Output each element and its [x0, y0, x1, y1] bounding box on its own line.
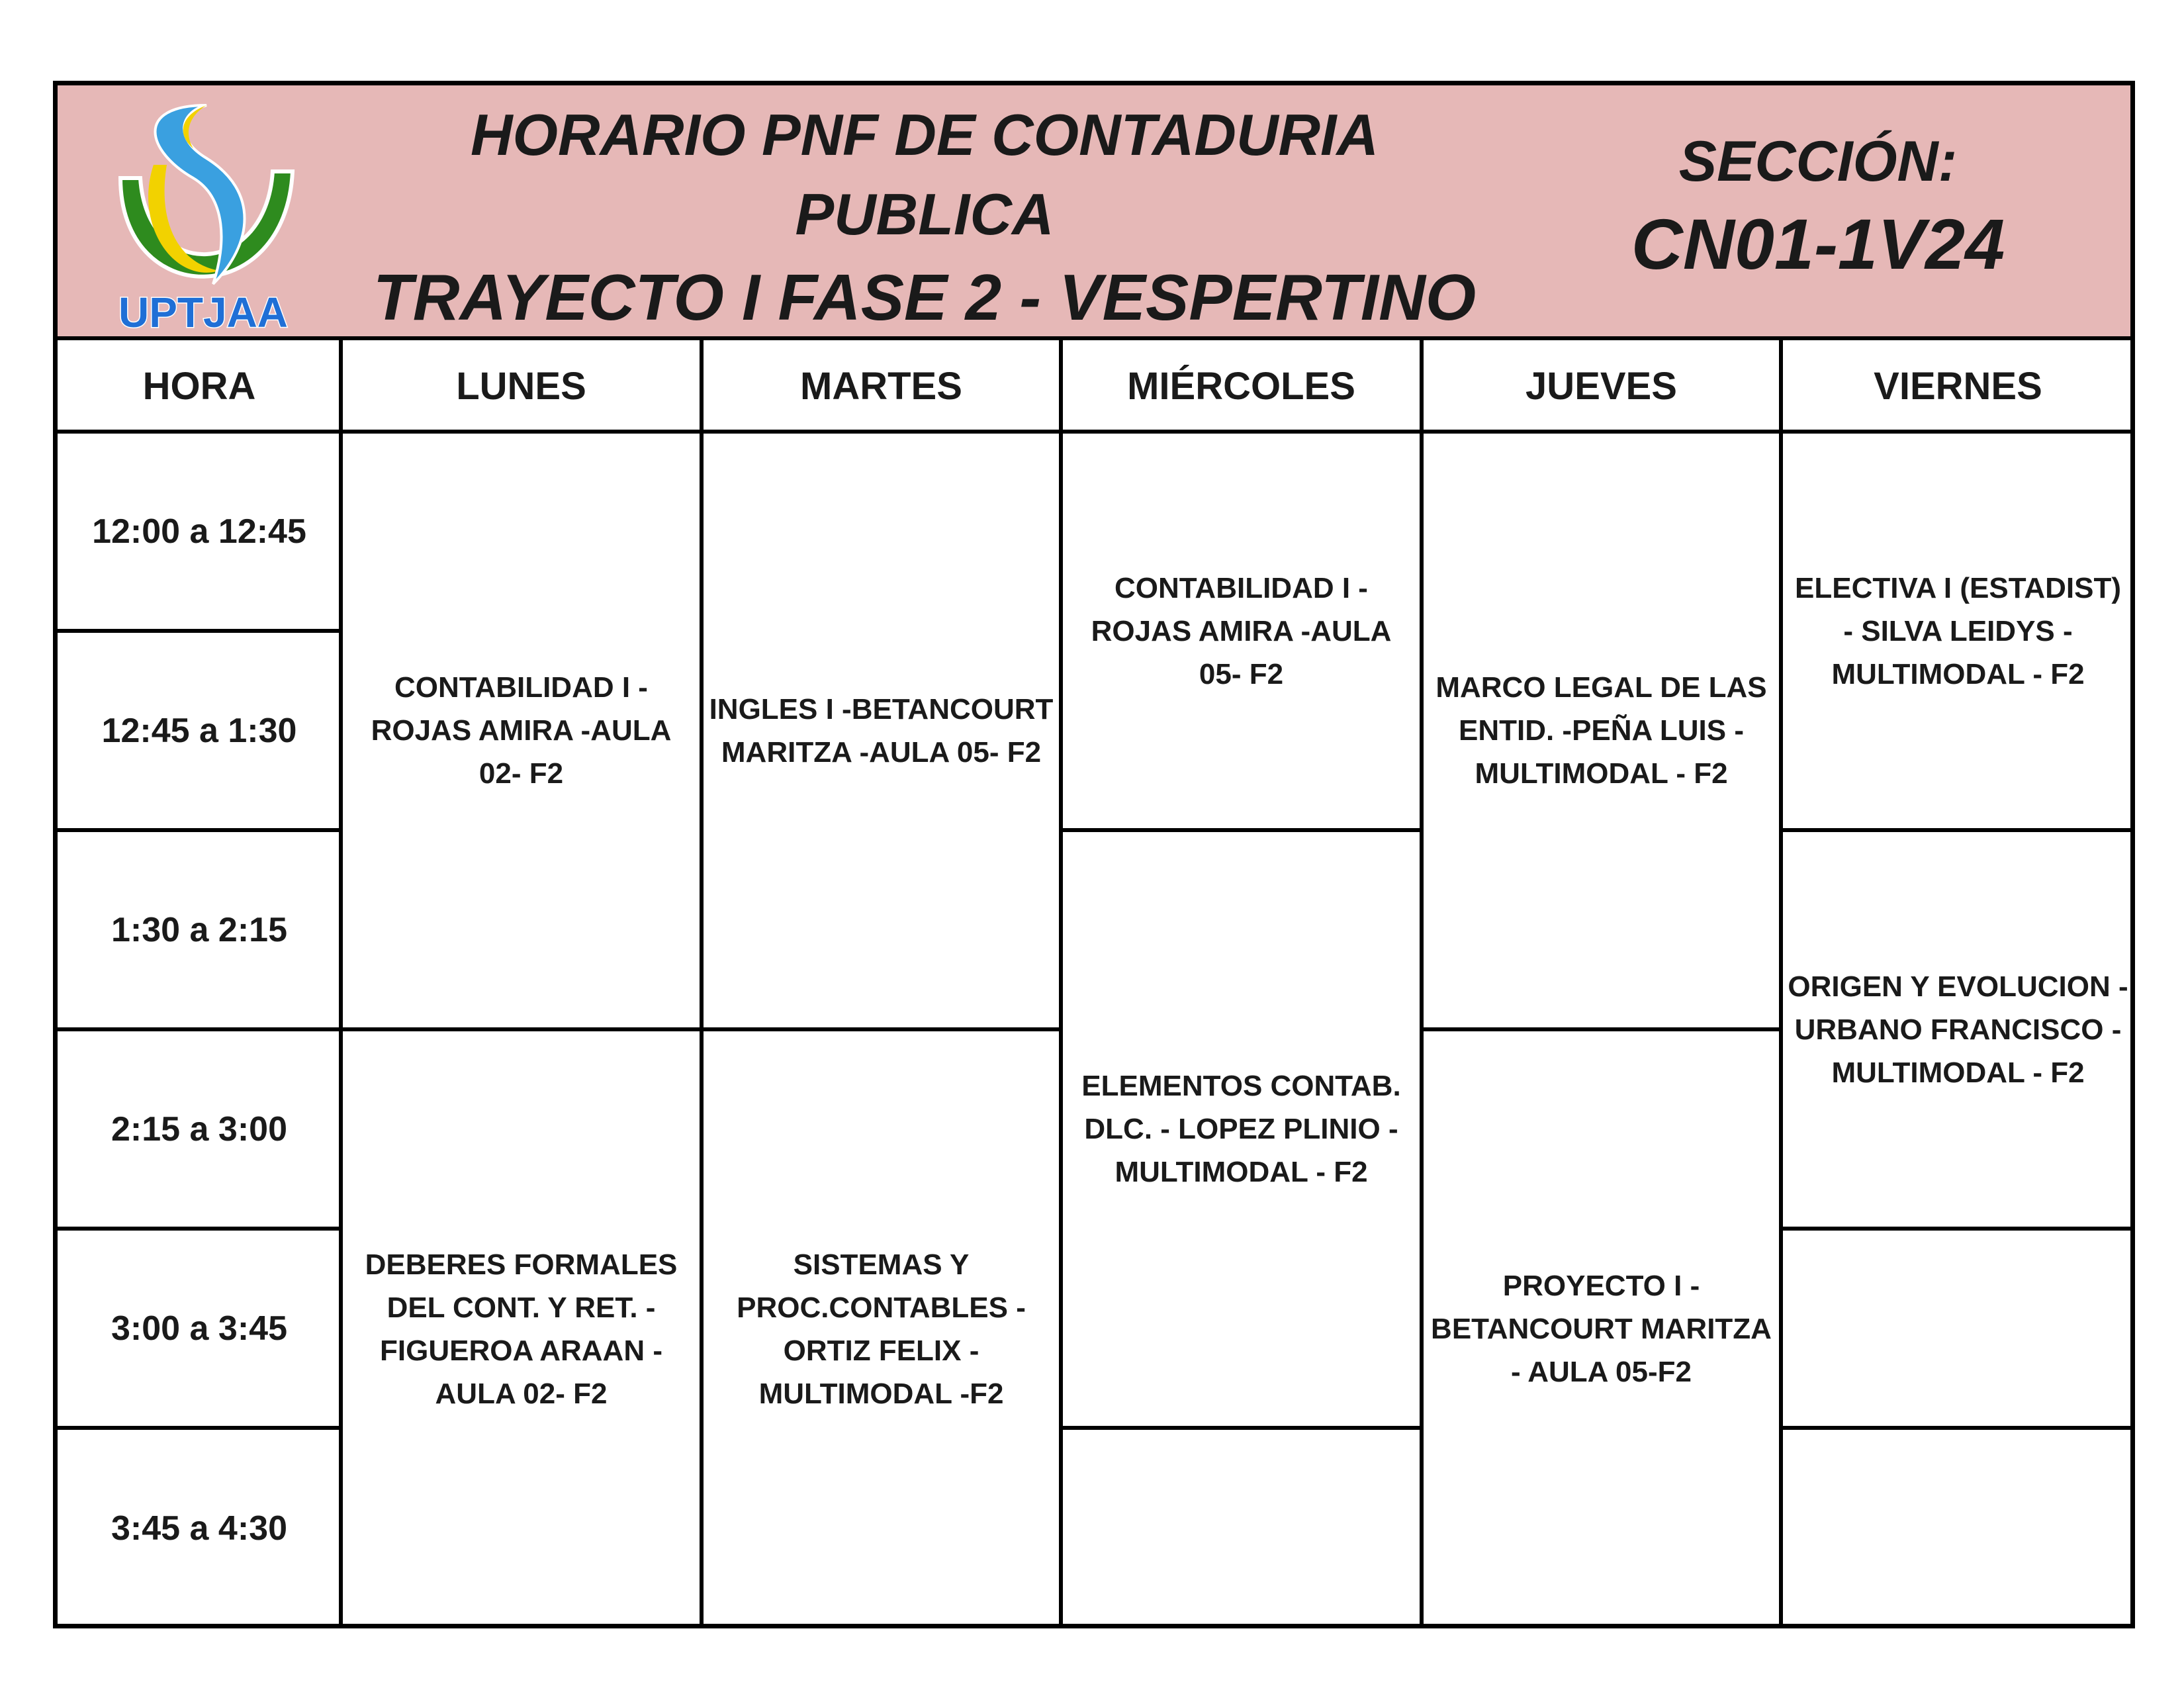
- schedule-sheet: [53, 81, 2135, 1628]
- grid-line: [58, 828, 341, 832]
- time-slot-5: 3:00 a 3:45: [111, 1309, 287, 1348]
- section-code: CN01-1V24: [1631, 204, 2005, 284]
- class-martes-2: SISTEMAS Y PROC.CONTABLES - ORTIZ FELIX - MULTIMODAL -F2: [737, 1248, 1026, 1410]
- column-header-viernes: VIERNES: [1874, 364, 2042, 408]
- class-viernes-empty-2: [1781, 1428, 2135, 1628]
- title-block: [322, 85, 1527, 340]
- section-block: [1514, 85, 2122, 340]
- section-label: SECCIÓN:: [1678, 130, 1958, 193]
- class-lunes-1: CONTABILIDAD I - ROJAS AMIRA -AULA 02- F2: [371, 671, 672, 790]
- grid-line: [58, 1027, 341, 1031]
- grid-line: [58, 1227, 341, 1231]
- uptjaa-logo: [94, 92, 312, 337]
- time-slot-2: 12:45 a 1:30: [101, 711, 297, 750]
- class-viernes-empty-1: [1781, 1229, 2135, 1428]
- class-jueves-2: PROYECTO I - BETANCOURT MARITZA - AULA 05-F2: [1431, 1270, 1772, 1388]
- class-miercoles-empty: [1061, 1428, 1422, 1628]
- class-martes-1: INGLES I -BETANCOURT MARITZA -AULA 05- F2: [709, 692, 1054, 769]
- title-line-1: HORARIO PNF DE CONTADURIA: [470, 102, 1379, 167]
- grid-line: [1781, 1227, 2135, 1231]
- logo-text: UPTJAA: [118, 289, 289, 336]
- title-line-2: PUBLICA: [795, 181, 1054, 247]
- grid-line: [58, 430, 2135, 434]
- time-slot-3: 1:30 a 2:15: [111, 910, 287, 949]
- class-miercoles-2: ELEMENTOS CONTAB. DLC. - LOPEZ PLINIO - MULTIMODAL - F2: [1081, 1070, 1401, 1188]
- column-header-jueves: JUEVES: [1525, 364, 1677, 408]
- time-slot-1: 12:00 a 12:45: [92, 512, 306, 551]
- grid-line: [58, 1426, 341, 1430]
- column-header-miercoles: MIÉRCOLES: [1127, 364, 1355, 408]
- grid-line: [58, 629, 341, 633]
- grid-line: [1420, 340, 1424, 1628]
- grid-line: [339, 340, 343, 1628]
- class-viernes-2: ORIGEN Y EVOLUCION - URBANO FRANCISCO - MULTIMODAL - F2: [1788, 970, 2128, 1089]
- grid-line: [700, 340, 704, 1628]
- header-banner: [58, 85, 2130, 340]
- time-slot-6: 3:45 a 4:30: [111, 1509, 287, 1548]
- class-viernes-1: ELECTIVA I (ESTADIST) - SILVA LEIDYS - MULTIMODAL - F2: [1795, 571, 2121, 690]
- grid-line: [341, 1027, 1061, 1031]
- time-slot-4: 2:15 a 3:00: [111, 1109, 287, 1149]
- grid-line: [1061, 1426, 1422, 1430]
- class-lunes-2: DEBERES FORMALES DEL CONT. Y RET. -FIGUEROA ARAAN - AULA 02- F2: [365, 1248, 678, 1410]
- class-jueves-1: MARCO LEGAL DE LAS ENTID. -PEÑA LUIS - MULTIMODAL - F2: [1435, 671, 1767, 790]
- column-header-martes: MARTES: [800, 364, 962, 408]
- title-line-3: TRAYECTO I FASE 2 - VESPERTINO: [373, 261, 1477, 334]
- grid-line: [1781, 828, 2135, 832]
- grid-line: [1779, 340, 1783, 1628]
- column-header-hora: HORA: [142, 364, 256, 408]
- class-miercoles-1: CONTABILIDAD I - ROJAS AMIRA -AULA 05- F2: [1091, 571, 1392, 690]
- grid-line: [1781, 1426, 2135, 1430]
- column-header-lunes: LUNES: [456, 364, 586, 408]
- grid-line: [1061, 828, 1422, 832]
- grid-line: [1422, 1027, 1781, 1031]
- grid-line: [1059, 340, 1063, 1628]
